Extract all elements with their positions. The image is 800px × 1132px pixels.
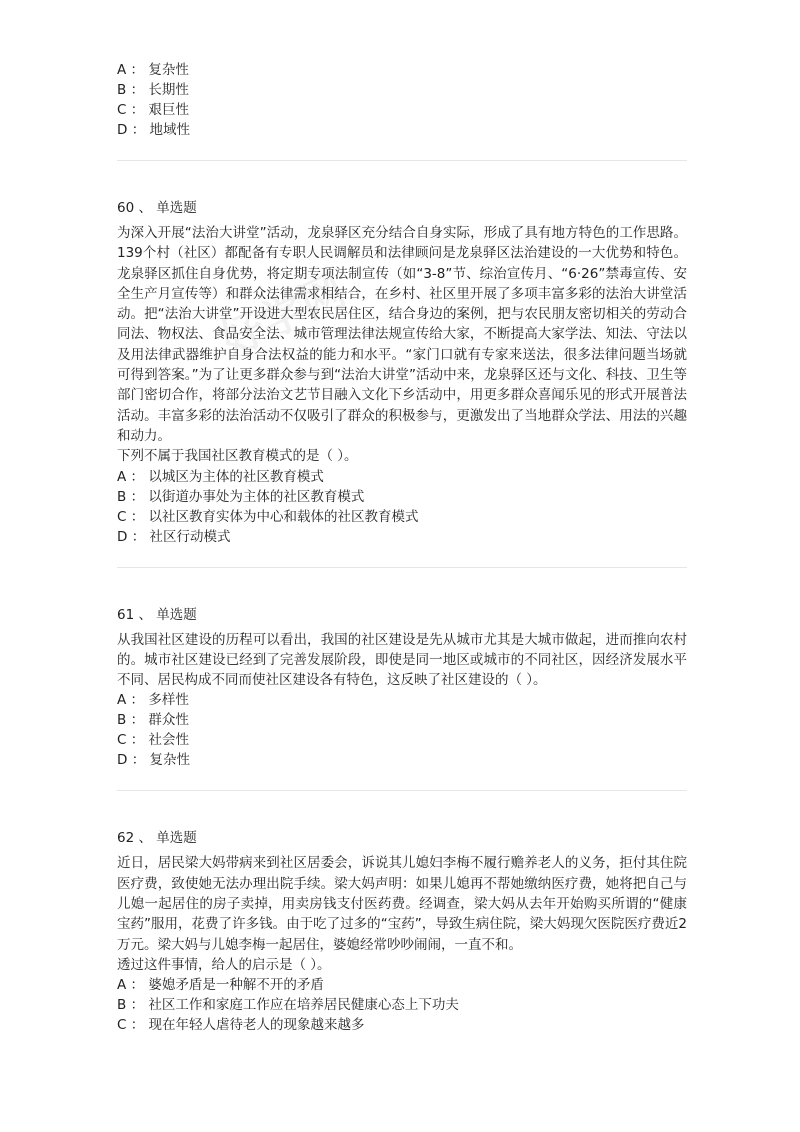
question-passage: 从我国社区建设的历程可以看出，我国的社区建设是先从城市尤其是大城市做起，进而推向农村的。城市社区建设已经到了完善发展阶段，即使是同一地区或城市的不同社区，因经济发展水平不同、居民构成不同而使社区建设各有特色，这反映了社区建设的（ ）。 [117, 631, 687, 689]
option-c[interactable]: C ： 社会性 [117, 732, 190, 749]
divider [117, 790, 687, 791]
question-61 [117, 605, 687, 771]
option-b[interactable]: B ： 群众性 [117, 712, 189, 729]
question-passage: 为深入开展“法治大讲堂”活动，龙泉驿区充分结合自身实际，形成了具有地方特色的工作思路。139个村（社区）都配备有专职人民调解员和法律顾问是龙泉驿区法治建设的一大优势和特色。龙泉驿区抓住自身优势，将定期专项法制宣传（如“3-8”节、综治宣传月、“6·26”禁毒宣传、安全生产月宣传等）和群众法律需求相结合，在乡村、社区里开展了多项丰富多彩的法治大讲堂活动。把“法治大讲堂”开设进大型农民居住区，结合身边的案例，把与农民朋友密切相关的劳动合同法、物权法、食品安全法、城市管理法律法规宣传给大家，不断提高大家学法、知法、守法以及用法律武器维护自身合法权益的能力和水平。“家门口就有专家来送法，很多法律问题当场就可得到答案。”为了让更多群众参与到“法治大讲堂”活动中来，龙泉驿区还与文化、科技、卫生等部门密切合作，将部分法治文艺节目融入文化下乡活动中，用更多群众喜闻乐见的形式开展普法活动。丰富多彩的法治活动不仅吸引了群众的积极参与，更激发出了当地群众学法、用法的兴趣和动力。 [117, 225, 687, 444]
option-d[interactable]: D ： 地域性 [117, 122, 190, 138]
question-62 [117, 828, 687, 1035]
watermark: 好学网 [212, 265, 354, 368]
option-c[interactable]: C ： 以社区教育实体为中心和载体的社区教育模式 [117, 508, 419, 525]
option-b[interactable]: B ： 社区工作和家庭工作应在培养居民健康心态上下功夫 [117, 997, 459, 1014]
option-d[interactable]: D ： 复杂性 [117, 752, 190, 769]
option-b[interactable]: B ： 以街道办事处为主体的社区教育模式 [117, 488, 365, 505]
option-a[interactable]: A ： 多样性 [117, 692, 189, 709]
divider [117, 160, 687, 161]
question-header: 61 、 单选题 [117, 606, 197, 623]
option-b[interactable]: B ： 长期性 [117, 82, 189, 98]
option-a[interactable]: A ： 婆媳矛盾是一种解不开的矛盾 [117, 977, 324, 994]
option-a[interactable]: A ： 复杂性 [117, 62, 189, 78]
question-header: 62 、 单选题 [117, 830, 197, 847]
exam-page [117, 60, 687, 1035]
option-a[interactable]: A ： 以城区为主体的社区教育模式 [117, 468, 324, 485]
question-header: 60 、 单选题 [117, 200, 197, 216]
option-d[interactable]: D ： 社区行动模式 [117, 528, 231, 545]
option-c[interactable]: C ： 艰巨性 [117, 102, 190, 118]
question-text: 下列不属于我国社区教育模式的是（ ）。 [117, 448, 358, 465]
option-c[interactable]: C ： 现在年轻人虐待老人的现象越来越多 [117, 1017, 365, 1034]
divider [117, 567, 687, 568]
prev-question-options [117, 60, 687, 140]
question-passage: 近日，居民梁大妈带病来到社区居委会，诉说其儿媳妇李梅不履行赡养老人的义务，拒付其住院医疗费，致使她无法办理出院手续。梁大妈声明：如果儿媳再不帮她缴纳医疗费，她将把自己与儿媳一起居住的房子卖掉，用卖房钱支付医药费。经调查，梁大妈从去年开始购买所谓的“健康宝药”服用，花费了许多钱。由于吃了过多的“宝药”，导致生病住院，梁大妈现欠医院医疗费近2万元。梁大妈与儿媳李梅一起居住，婆媳经常吵吵闹闹，一直不和。 [117, 855, 687, 953]
question-text: 透过这件事情，给人的启示是（ ）。 [117, 956, 331, 973]
question-60 [117, 198, 687, 547]
